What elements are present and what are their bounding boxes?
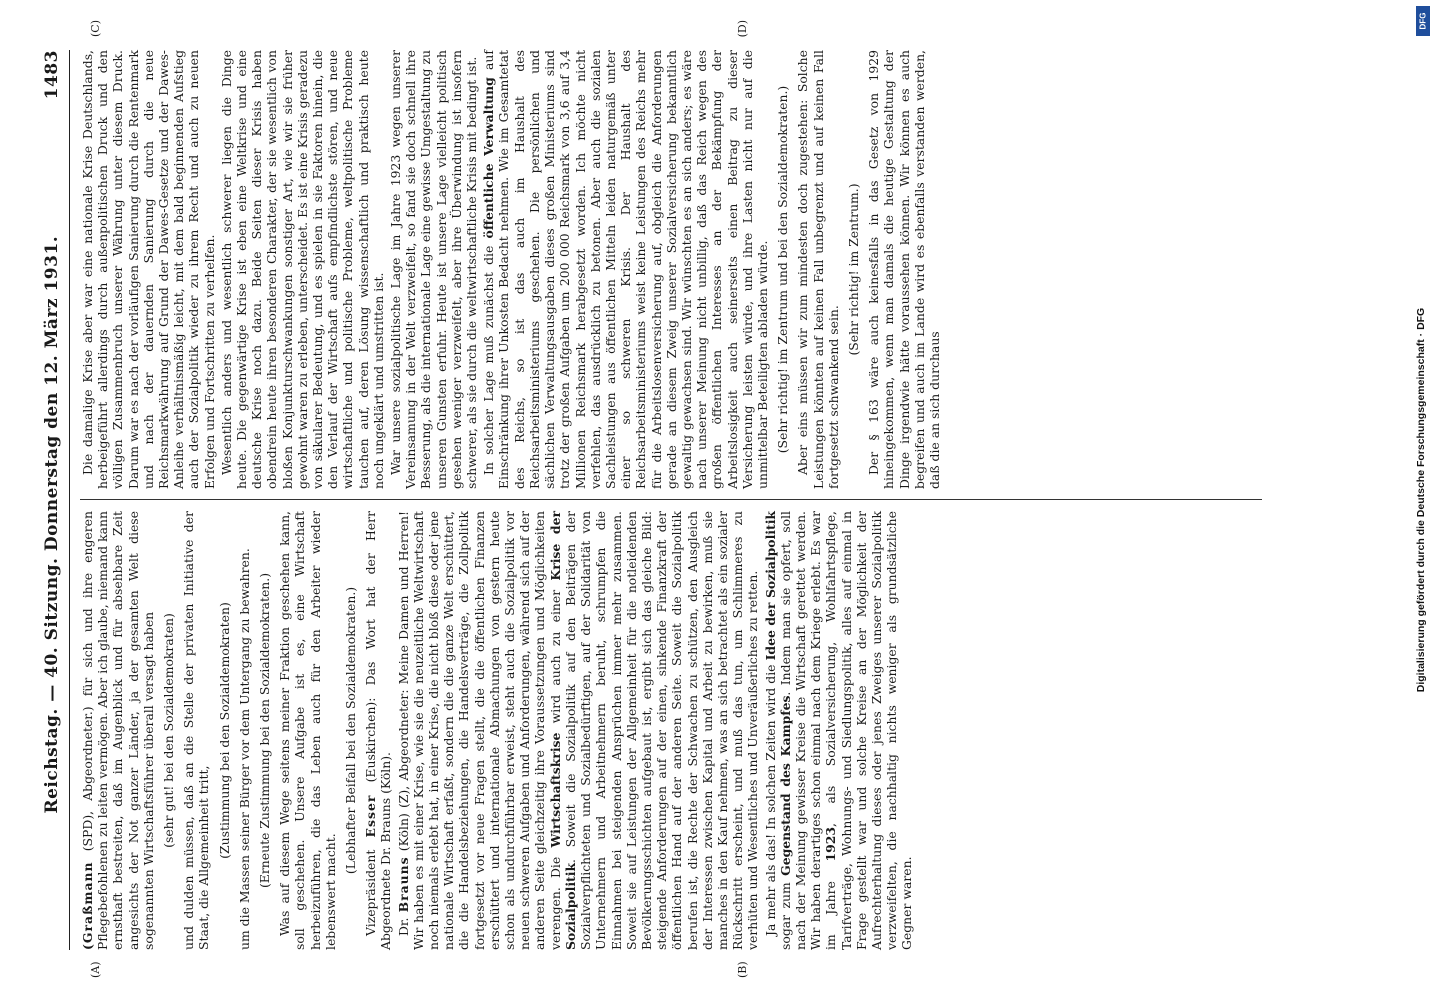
paragraph: Wesentlich anders und wesentlich schwerer liegen die Dinge heute. Die gegenwärtige Krise ist eben eine Weltkrise und eine deutsche Krise noch dazu. Beide Seiten dieser Krisis haben obendrein heute ihren besonderen Charakter, der sie wesentlich von bloßen Konjunkturschwankungen sonstiger Art, wie wir sie früher gewohnt waren zu erleben, unterscheidet. Es ist eine Krisis geradezu von säkularer Bedeutung, und es spielen in sie Faktoren hinein, die den Verlauf der Wirtschaft aufs empfindlichste stören, und neue wirtschaftliche und politische Probleme, weltpolitische Probleme tauchen auf, deren Lösung wissenschaftlich und praktisch heute noch ungeklärt und umstritten ist. <box>218 50 386 489</box>
paragraph-text: sogar zum <box>777 875 793 950</box>
paragraph-text: Dr. <box>395 912 411 936</box>
interjection: (Zustimmung bei den Sozialdemokraten) <box>216 602 232 859</box>
emphasis: Idee der Sozialpolitik <box>762 510 778 661</box>
emphasis: Wirtschaftskrise <box>547 732 563 848</box>
paragraph-text: (Euskirchen): Das Wort hat der Herr Abgeordnete Dr. Brauns (Köln). <box>363 511 394 950</box>
emphasis: 1923 <box>823 827 839 862</box>
interjection: (Sehr richtig! im Zentrum und bei den Sozialdemokraten.) <box>775 85 791 454</box>
margin-mark-c: (C) <box>89 20 102 37</box>
paragraph <box>481 50 770 489</box>
paragraph-text: Vizepräsident <box>363 837 379 936</box>
paragraph: War unsere sozialpolitische Lage im Jahre 1923 wegen unserer Vereinsamung in der Welt verzweifelt, so fand sie doch schnell ihre Besserung, als die internationale Lage eine gewisse Umgestaltung zu unseren Gunsten erfuhr. Heute ist unsere Lage vielleicht politisch gesehen weniger verzweifelt, aber ihre Überwindung ist insofern schwerer, als sie durch die weltwirtschaftliche Krisis mit bedingt ist. <box>388 50 480 489</box>
paragraph-text: (Köln) (Z), Abgeordneter: Meine Damen und Herren! Wir haben es mit einer Krise, wie sie die neuzeitliche Weltwirtschaft noch niemals erlebt hat, in einer Krise, die nicht bloß diese oder jene nationale Wirtschaft erfaßt, sondern die die ganze Welt erschüttert, die die Handelsbeziehungen, die Handelsverträge, die Zollpolitik fortgesetzt vor neue Fragen stellt, die die öffentlichen Finanzen erschüttert und internationale Abmachungen von gestern heute schon als undurchführbar erweist, steht auch die Sozialpolitik vor neuen schweren Aufgaben und Anforderungen, während sich auf der anderen Seite gleichzeitig ihre Voraussetzungen und Möglichkeiten verengen. Die <box>395 510 563 950</box>
margin-mark-d: (D) <box>736 20 749 38</box>
text-columns <box>80 20 1262 978</box>
emphasis: Gegenstand des Kampfes <box>777 695 793 876</box>
document-page <box>32 20 1262 978</box>
paragraph <box>363 511 393 950</box>
paragraph: Aber eins müssen wir zum mindesten doch zugestehen: Solche Leistungen könnten auf keinen Fall unbegrenzt und auf keinen Fall fortgesetzt schwankend sein. <box>795 50 841 489</box>
paragraph: Der § 163 wäre auch keinesfalls in das Gesetz von 1929 hineingekommen, wenn man damals die heutige Gestaltung der Dinge irgendwie hätte voraussehen können. Wir können es auch begreifen und auch im Lande wird es ebenfalls verstanden werden, daß die an sich durchaus <box>866 50 942 489</box>
paragraph: Die damalige Krise aber war eine nationale Krise Deutschlands, herbeigeführt allerdings durch außenpolitischen Druck und den völligen Zusammenbruch unserer Währung unter diesem Druck. Darum war es nach der vorläufigen Sanierung durch die Rentenmark und nach der dauernden Sanierung durch die neue Reichsmarkwährung auf Grund der Dawes-Gesetze und der Dawes-Anleihe verhältnismäßig leicht, mit dem bald beginnenden Aufstieg auch der Sozialpolitik wieder zu ihrem Recht und auch zu neuen Erfolgen und Fortschritten zu verhelfen. <box>80 50 217 489</box>
paragraph-text: wird auch zu einer <box>547 580 563 733</box>
dfg-logo-text: DFG <box>1418 12 1428 30</box>
margin-mark-a: (A) <box>89 961 102 978</box>
paragraph: Was auf diesem Wege seitens meiner Fraktion geschehen kann, soll geschehen. Unsere Aufgabe ist es, eine Wirtschaft herbeizuführen, die das Leben auch für den Arbeiter wieder lebenswert macht. <box>277 511 338 950</box>
interjection: (Lebhafter Beifall bei den Sozialdemokraten.) <box>343 586 359 875</box>
margin-mark-b: (B) <box>736 961 749 978</box>
right-column <box>80 20 1262 489</box>
interjection: (Sehr richtig! im Zentrum.) <box>845 183 861 356</box>
paragraph-text: Ja mehr als das! In solchen Zeiten wird die <box>762 660 778 936</box>
speaker-name: (Graßmann <box>80 861 95 950</box>
paragraph: um die Massen seiner Bürger vor dem Untergang zu bewahren. <box>236 548 252 950</box>
digitization-credit <box>1412 6 1430 994</box>
interjection: (Erneute Zustimmung bei den Sozialdemokraten.) <box>257 572 273 889</box>
paragraph <box>763 511 915 950</box>
emphasis: öffentliche Verwaltung <box>481 77 497 239</box>
header-rule <box>69 50 70 950</box>
header-title: Reichstag. — 40. Sitzung. Donnerstag den 12. März 1931. <box>42 235 62 814</box>
paragraph <box>80 511 156 950</box>
speaker-name: Esser <box>363 794 379 838</box>
page-header <box>32 50 72 950</box>
paragraph-text: , als Sozialversicherung, Wohlfahrtspflege, Tarifverträge, Wohnungs- und Siedlungspolitik, alles auf einmal in Frage gestellt war und solche Kreise an der Möglichkeit der Aufrechterhaltung dieses oder jenes Zweiges unserer Sozialpolitik verzweifelten, die nachhaltig nichts weniger als grundsätzliche Gegner waren. <box>823 511 915 950</box>
speaker-name: Brauns <box>395 856 411 913</box>
page-number: 1483 <box>42 50 62 100</box>
left-column <box>80 510 1262 978</box>
paragraph-text: In solcher Lage muß zunächst die <box>481 238 497 475</box>
paragraph: und dulden müssen, daß an die Stelle der privaten Initiative der Staat, die Allgemeinheit tritt, <box>181 511 212 950</box>
paragraph <box>396 511 761 950</box>
interjection: (sehr gut! bei den Sozialdemokraten) <box>161 613 177 848</box>
paragraph-text: auf Einschränkung ihrer Unkosten Bedacht nehmen. Wie im Gesamtetat des Reichs, so ist das auch im Haushalt des Reichsarbeitsministeriums geschehen. Die persönlichen und sächlichen Verwaltungsausgaben dieses großen Ministeriums sind trotz der großen Aufgaben um 200 000 Reichsmark von 3,6 auf 3,4 Millionen Reichsmark herabgesetzt worden. Ich möchte nicht verfehlen, das ausdrücklich zu betonen. Aber auch die sozialen Sachleistungen aus öffentlichen Mitteln leiden naturgemäß unter einer so schweren Krisis. Der Haushalt des Reichsarbeitsministeriums weist keine Leistungen des Reichs mehr für die Arbeitslosenversicherung auf, obgleich die Anforderungen gerade an diesem Zweig unserer Sozialversicherung bekanntlich gewaltig gewachsen sind. Wir wünschten es an sich anders; es wäre nach unserer Meinung nicht unbillig, daß das Reich wegen des großen öffentlichen Interesses an der Bekämpfung der Arbeitslosigkeit auch seinerseits einen Beitrag zu dieser Versicherung leisten würde, und ihre Lasten nicht nur auf die unmittelbar Beteiligten abladen würde. <box>481 50 770 489</box>
paragraph-text: . Indem man sie opfert, soll nach der Meinung gewisser Kreise die Wirtschaft gerettet werden. Wir haben derartiges schon einmal nach dem Kriege erlebt. Es war im Jahre <box>777 511 839 950</box>
emphasis: Krise der Sozialpolitik <box>547 511 578 950</box>
credit-text: Digitalisierung gefördert durch die Deutsche Forschungsgemeinschaft · DFG <box>1415 307 1427 693</box>
paragraph-text: . Soweit die Sozialpolitik auf den Beiträgen der Sozialverpflichteten und Sozialbedürftigen, auf der Solidarität von Unternehmern und Arbeitnehmern beruht, schrumpfen die Einnahmen bei steigenden Ansprüchen immer mehr zusammen. Soweit sie auf Leistungen der Allgemeinheit für die notleidenden Bevölkerungsschichten aufgebaut ist, ergibt sich das gleiche Bild: steigende Anforderungen auf der einen, sinkende Finanzkraft der öffentlichen Hand auf der anderen Seite. Soweit die Sozialpolitik berufen ist, die Rechte der Schwachen zu schützen, den Ausgleich der Interessen zwischen Kapital und Arbeit zu bewirken, muß sie manches in den Kauf nehmen, was an sich betrachtet als ein sozialer Rückschritt erscheint, und muß das tun, um Schlimmeres zu verhüten und Wesentliches und Unveräußerliches zu retten. <box>562 511 761 950</box>
paragraph-text: (SPD), Abgeordneter.) für sich und ihre engeren Pflegebefohlenen zu leiten vermögen. Aber ich glaube, niemand kann ernsthaft bestreiten, daß im Augenblick und für absehbare Zeit angesichts der Not ganzer Länder, ja der gesamten Welt diese sogenannten Wirtschaftsführer überall versagt haben <box>80 511 156 950</box>
